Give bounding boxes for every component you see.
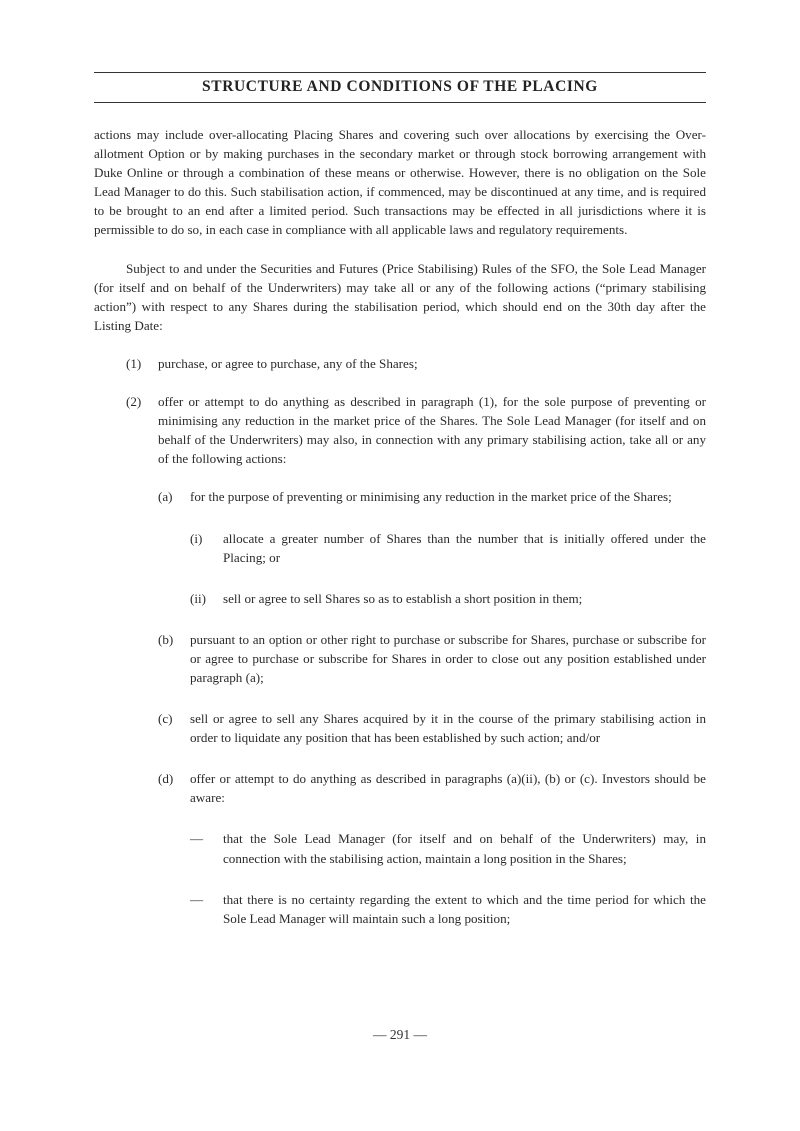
list-item-ii (94, 589, 706, 608)
list-item-i (94, 529, 706, 567)
list-item-1 (94, 354, 706, 373)
page-header-title: STRUCTURE AND CONDITIONS OF THE PLACING (202, 78, 598, 95)
list-text: sell or agree to sell any Shares acquired by it in the course of the primary stabilising action in order to liquidate any position that has been established by such action; and/or (190, 711, 706, 746)
list-label: (d) (158, 771, 174, 787)
list-text: for the purpose of preventing or minimising any reduction in the market price of the Shares; (190, 489, 672, 505)
list-label: (b) (158, 631, 174, 647)
header-top-rule (94, 72, 706, 73)
list-label: (1) (126, 355, 142, 371)
list-text: offer or attempt to do anything as described in paragraph (1), for the sole purpose of preventing or minimising any reduction in the market price of the Shares. The Sole Lead Manager (for itself and on behalf of the Underwriters) may also, in connection with any primary stabilising action, take all or any of the following actions: (158, 394, 706, 467)
list-dash: — (190, 831, 204, 847)
list-text: that there is no certainty regarding the extent to which and the time period for which the Sole Lead Manager will maintain such a long position; (223, 891, 706, 926)
list-text: purchase, or agree to purchase, any of the Shares; (158, 355, 418, 371)
list-dash: — (190, 891, 204, 907)
list-item-2 (94, 392, 706, 468)
paragraph-continuation: actions may include over-allocating Placing Shares and covering such over allocations by exercising the Over-allotment Option or by making purchases in the secondary market or through stock borrowing arrangement with Duke Online or through a combination of these means or otherwise. However, there is no obligation on the Sole Lead Manager to do this. Such stabilisation action, if commenced, may be discontinued at any time, and is required to be brought to an end after a limited period. Such transactions may be effected in all jurisdictions where it is permissible to do so, in each case in compliance with all applicable laws and regulatory requirements. (94, 127, 706, 238)
list-text: sell or agree to sell Shares so as to establish a short position in them; (223, 590, 583, 606)
list-item-c (94, 709, 706, 747)
paragraph-stabilising-rules: Subject to and under the Securities and Futures (Price Stabilising) Rules of the SFO, the Sole Lead Manager (for itself and on behalf of the Underwriters) may take all or any of the following actions (“primary stabilising action”) with respect to any Shares during the stabilisation period, which should end on the 30th day after the Listing Date: (94, 260, 706, 333)
list-text: allocate a greater number of Shares than the number that is initially offered under the Placing; or (223, 530, 706, 565)
list-label: (2) (126, 394, 142, 410)
list-text: pursuant to an option or other right to purchase or subscribe for Shares, purchase or subscribe for or agree to purchase or subscribe for Shares in order to close out any position established under paragraph (a); (190, 631, 706, 685)
list-item-dash-1 (94, 829, 706, 867)
list-label: (c) (158, 711, 173, 727)
list-label: (ii) (190, 590, 206, 606)
list-item-b (94, 630, 706, 687)
list-label: (i) (190, 530, 203, 546)
list-text: offer or attempt to do anything as described in paragraphs (a)(ii), (b) or (c). Investors should be aware: (190, 771, 706, 806)
list-item-a (94, 487, 706, 506)
list-text: that the Sole Lead Manager (for itself and on behalf of the Underwriters) may, in connection with the stabilising action, maintain a long position in the Shares; (223, 831, 706, 866)
header-bottom-rule (94, 102, 706, 103)
list-label: (a) (158, 489, 173, 505)
page-number: — 291 — (373, 1027, 427, 1042)
list-item-d (94, 769, 706, 807)
list-item-dash-2 (94, 890, 706, 928)
document-body (94, 125, 706, 928)
